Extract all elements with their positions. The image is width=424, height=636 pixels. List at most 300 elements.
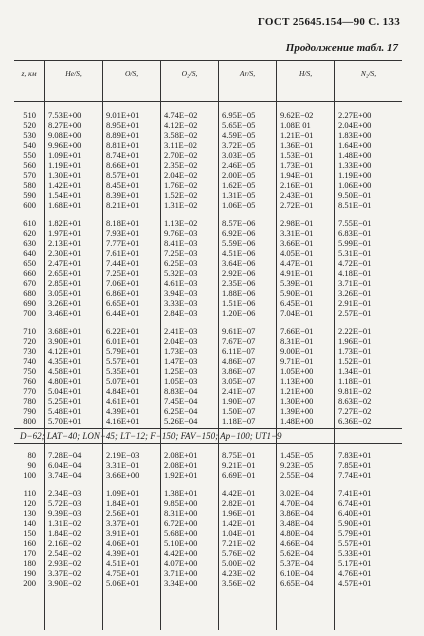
value-cell: 7.06E+01 — [106, 278, 140, 288]
altitude-cell: 640 — [23, 248, 36, 258]
value-cell: 3.33E−03 — [164, 298, 198, 308]
table-row — [14, 248, 402, 258]
value-cell: 1.38E+01 — [164, 488, 198, 498]
table-row — [14, 568, 402, 578]
col-header-ar: Ar/S, — [218, 61, 276, 101]
value-cell: 4.23E−02 — [222, 568, 256, 578]
table-row — [14, 130, 402, 140]
table-row — [14, 190, 402, 200]
value-cell: 2.16E−01 — [280, 180, 314, 190]
value-cell: 5.26E−04 — [164, 416, 198, 426]
value-cell: 9.76E−03 — [164, 228, 198, 238]
value-cell: 1.73E−03 — [164, 346, 198, 356]
value-cell: 2.30E+01 — [48, 248, 82, 258]
value-cell: 1.50E−07 — [222, 406, 256, 416]
value-cell: 8.83E−04 — [164, 386, 198, 396]
value-cell: 8.18E+01 — [106, 218, 140, 228]
value-cell: 8.31E+00 — [164, 508, 198, 518]
value-cell: 9.01E+01 — [106, 110, 140, 120]
table-row — [14, 548, 402, 558]
value-cell: 4.42E+00 — [164, 548, 198, 558]
table-row — [14, 498, 402, 508]
col-header-he: He/S, — [44, 61, 102, 101]
altitude-cell: 660 — [23, 268, 36, 278]
table-header-row — [14, 60, 402, 102]
altitude-cell: 720 — [23, 336, 36, 346]
table-row — [14, 376, 402, 386]
value-cell: 2.04E−03 — [164, 336, 198, 346]
altitude-cell: 750 — [23, 366, 36, 376]
value-cell: 1.51E−06 — [222, 298, 256, 308]
value-cell: 7.77E+01 — [106, 238, 140, 248]
value-cell: 2.72E−01 — [280, 200, 314, 210]
value-cell: 3.31E−01 — [280, 228, 314, 238]
value-cell: 5.17E+01 — [338, 558, 372, 568]
value-cell: 3.72E−05 — [222, 140, 256, 150]
value-cell: 2.43E−01 — [280, 190, 314, 200]
col-header-h: H/S, — [276, 61, 334, 101]
value-cell: 6.11E−07 — [222, 346, 256, 356]
value-cell: 3.91E+01 — [106, 528, 140, 538]
value-cell: 1.31E−02 — [164, 200, 198, 210]
value-cell: 3.71E−01 — [338, 278, 372, 288]
block-spacer — [14, 480, 402, 488]
value-cell: 6.25E−03 — [164, 258, 198, 268]
altitude-cell: 100 — [23, 470, 36, 480]
value-cell: 6.92E−06 — [222, 228, 256, 238]
value-cell: 3.03E−05 — [222, 150, 256, 160]
altitude-cell: 160 — [23, 538, 36, 548]
altitude-cell: 510 — [23, 110, 36, 120]
value-cell: 5.59E−06 — [222, 238, 256, 248]
table-row — [14, 326, 402, 336]
table-row — [14, 150, 402, 160]
value-cell: 5.48E+01 — [48, 406, 82, 416]
value-cell: 3.86E−04 — [280, 508, 314, 518]
altitude-cell: 780 — [23, 396, 36, 406]
value-cell: 3.58E−02 — [164, 130, 198, 140]
value-cell: 7.53E+00 — [48, 110, 82, 120]
value-cell: 2.98E−01 — [280, 218, 314, 228]
value-cell: 7.61E+01 — [106, 248, 140, 258]
altitude-cell: 150 — [23, 528, 36, 538]
value-cell: 3.37E+01 — [106, 518, 140, 528]
block-spacer — [14, 102, 402, 110]
value-cell: 1.52E−01 — [338, 356, 372, 366]
col-header-o: O/S, — [102, 61, 160, 101]
value-cell: 1.47E−03 — [164, 356, 198, 366]
value-cell: 1.21E+00 — [280, 386, 314, 396]
value-cell: 9.96E+00 — [48, 140, 82, 150]
value-cell: 5.79E+01 — [106, 346, 140, 356]
altitude-cell: 710 — [23, 326, 36, 336]
value-cell: 2.55E−04 — [280, 470, 314, 480]
value-cell: 2.35E−02 — [164, 160, 198, 170]
value-cell: 1.09E+01 — [48, 150, 82, 160]
value-cell: 8.57E+01 — [106, 170, 140, 180]
value-cell: 3.37E−02 — [48, 568, 82, 578]
value-cell: 2.35E−06 — [222, 278, 256, 288]
value-cell: 1.06E−05 — [222, 200, 256, 210]
value-cell: 8.81E+01 — [106, 140, 140, 150]
value-cell: 7.41E+01 — [338, 488, 372, 498]
value-cell: 1.52E−02 — [164, 190, 198, 200]
value-cell: 6.10E−04 — [280, 568, 314, 578]
value-cell: 1.92E+01 — [164, 470, 198, 480]
value-cell: 1.36E−01 — [280, 140, 314, 150]
value-cell: 2.93E−02 — [48, 558, 82, 568]
altitude-cell: 760 — [23, 376, 36, 386]
value-cell: 9.08E+00 — [48, 130, 82, 140]
table-row — [14, 450, 402, 460]
value-cell: 2.00E−05 — [222, 170, 256, 180]
value-cell: 4.66E−04 — [280, 538, 314, 548]
value-cell: 8.45E+01 — [106, 180, 140, 190]
value-cell: 5.00E−02 — [222, 558, 256, 568]
value-cell: 1.33E+00 — [338, 160, 372, 170]
altitude-cell: 630 — [23, 238, 36, 248]
table-row — [14, 488, 402, 498]
value-cell: 5.76E−02 — [222, 548, 256, 558]
table-row — [14, 170, 402, 180]
value-cell: 8.66E+01 — [106, 160, 140, 170]
value-cell: 1.05E−03 — [164, 376, 198, 386]
value-cell: 4.76E+01 — [338, 568, 372, 578]
table-continuation-label: Продолжение табл. 17 — [285, 42, 398, 54]
column-divider — [160, 60, 161, 630]
value-cell: 5.10E+00 — [164, 538, 198, 548]
value-cell: 9.81E−02 — [338, 386, 372, 396]
value-cell: 9.00E−01 — [280, 346, 314, 356]
value-cell: 4.86E−07 — [222, 356, 256, 366]
value-cell: 1.68E+01 — [48, 200, 82, 210]
value-cell: 1.42E+01 — [48, 180, 82, 190]
page-header: ГОСТ 25645.154—90 С. 133 — [257, 16, 400, 28]
value-cell: 4.18E−01 — [338, 268, 372, 278]
value-cell: 2.91E−01 — [338, 298, 372, 308]
value-cell: 7.21E−02 — [222, 538, 256, 548]
value-cell: 1.73E−01 — [338, 346, 372, 356]
value-cell: 1.94E−01 — [280, 170, 314, 180]
value-cell: 2.04E+00 — [338, 120, 372, 130]
value-cell: 7.67E−07 — [222, 336, 256, 346]
value-cell: 4.16E+01 — [106, 416, 140, 426]
value-cell: 1.31E−02 — [48, 518, 82, 528]
value-cell: 9.62E−02 — [280, 110, 314, 120]
value-cell: 1.18E−07 — [222, 416, 256, 426]
value-cell: 1.39E+00 — [280, 406, 314, 416]
value-cell: 1.18E−01 — [338, 376, 372, 386]
value-cell: 6.65E−04 — [280, 578, 314, 588]
value-cell: 6.65E+01 — [106, 298, 140, 308]
value-cell: 5.79E+01 — [338, 528, 372, 538]
table-row — [14, 336, 402, 346]
table-row — [14, 558, 402, 568]
value-cell: 3.66E+00 — [106, 470, 140, 480]
value-cell: 6.83E−01 — [338, 228, 372, 238]
value-cell: 7.66E−01 — [280, 326, 314, 336]
value-cell: 1.34E−01 — [338, 366, 372, 376]
value-cell: 1.21E−01 — [280, 130, 314, 140]
value-cell: 3.68E+01 — [48, 326, 82, 336]
value-cell: 5.07E+01 — [106, 376, 140, 386]
value-cell: 4.74E−02 — [164, 110, 198, 120]
value-cell: 1.45E−05 — [280, 450, 314, 460]
table-row — [14, 460, 402, 470]
altitude-cell: 580 — [23, 180, 36, 190]
value-cell: 2.34E−03 — [48, 488, 82, 498]
altitude-cell: 730 — [23, 346, 36, 356]
table-row — [14, 578, 402, 588]
value-cell: 4.61E+01 — [106, 396, 140, 406]
value-cell: 7.27E−02 — [338, 406, 372, 416]
value-cell: 1.76E−02 — [164, 180, 198, 190]
value-cell: 5.06E+01 — [106, 578, 140, 588]
value-cell: 3.56E−02 — [222, 578, 256, 588]
value-cell: 4.72E−01 — [338, 258, 372, 268]
altitude-cell: 800 — [23, 416, 36, 426]
table-row — [14, 346, 402, 356]
table-row — [14, 160, 402, 170]
table-row — [14, 200, 402, 210]
value-cell: 8.74E+01 — [106, 150, 140, 160]
value-cell: 5.62E−04 — [280, 548, 314, 558]
value-cell: 8.27E+00 — [48, 120, 82, 130]
altitude-cell: 110 — [23, 488, 36, 498]
col-header-n2: N₂/S, — [334, 61, 402, 101]
value-cell: 5.90E−01 — [280, 288, 314, 298]
value-cell: 9.23E−05 — [280, 460, 314, 470]
table-row — [14, 268, 402, 278]
value-cell: 9.71E−01 — [280, 356, 314, 366]
value-cell: 5.32E−03 — [164, 268, 198, 278]
value-cell: 6.25E−04 — [164, 406, 198, 416]
table-row — [14, 288, 402, 298]
value-cell: 2.08E+01 — [164, 450, 198, 460]
value-cell: 5.68E+00 — [164, 528, 198, 538]
value-cell: 1.53E−01 — [280, 150, 314, 160]
value-cell: 2.41E−03 — [164, 326, 198, 336]
altitude-cell: 540 — [23, 140, 36, 150]
column-divider — [334, 60, 335, 630]
value-cell: 4.39E+01 — [106, 548, 140, 558]
value-cell: 4.80E+01 — [48, 376, 82, 386]
table-row — [14, 120, 402, 130]
value-cell: 5.37E−04 — [280, 558, 314, 568]
value-cell: 4.70E−04 — [280, 498, 314, 508]
table-row — [14, 180, 402, 190]
altitude-cell: 170 — [23, 548, 36, 558]
value-cell: 1.19E+00 — [338, 170, 372, 180]
value-cell: 3.34E+00 — [164, 578, 198, 588]
value-cell: 8.51E−01 — [338, 200, 372, 210]
value-cell: 8.75E−01 — [222, 450, 256, 460]
value-cell: 3.94E−03 — [164, 288, 198, 298]
altitude-cell: 740 — [23, 356, 36, 366]
value-cell: 8.39E+01 — [106, 190, 140, 200]
value-cell: 4.80E−04 — [280, 528, 314, 538]
table-row — [14, 238, 402, 248]
altitude-cell: 570 — [23, 170, 36, 180]
altitude-cell: 90 — [27, 460, 36, 470]
altitude-cell: 140 — [23, 518, 36, 528]
value-cell: 3.02E−04 — [280, 488, 314, 498]
value-cell: 2.08E+01 — [164, 460, 198, 470]
value-cell: 5.39E−01 — [280, 278, 314, 288]
value-cell: 4.51E+01 — [106, 558, 140, 568]
value-cell: 2.65E+01 — [48, 268, 82, 278]
value-cell: 1.83E+00 — [338, 130, 372, 140]
value-cell: 1.13E−02 — [164, 218, 198, 228]
col-header-o2: O₂/S, — [160, 61, 218, 101]
value-cell: 1.20E−06 — [222, 308, 256, 318]
value-cell: 9.21E−01 — [222, 460, 256, 470]
table-row — [14, 518, 402, 528]
value-cell: 5.31E−01 — [338, 248, 372, 258]
value-cell: 4.75E+01 — [106, 568, 140, 578]
altitude-cell: 120 — [23, 498, 36, 508]
value-cell: 5.57E+01 — [338, 538, 372, 548]
table-row — [14, 386, 402, 396]
value-cell: 1.64E+00 — [338, 140, 372, 150]
value-cell: 2.84E−03 — [164, 308, 198, 318]
table-row — [14, 218, 402, 228]
table-row — [14, 508, 402, 518]
value-cell: 6.74E+01 — [338, 498, 372, 508]
altitude-cell: 190 — [23, 568, 36, 578]
value-cell: 2.92E−06 — [222, 268, 256, 278]
altitude-cell: 550 — [23, 150, 36, 160]
value-cell: 6.45E−01 — [280, 298, 314, 308]
value-cell: 7.93E+01 — [106, 228, 140, 238]
value-cell: 6.22E+01 — [106, 326, 140, 336]
table-row — [14, 298, 402, 308]
column-divider — [218, 60, 219, 630]
value-cell: 4.61E−03 — [164, 278, 198, 288]
value-cell: 1.84E−02 — [48, 528, 82, 538]
value-cell: 4.42E−01 — [222, 488, 256, 498]
value-cell: 1.82E+01 — [48, 218, 82, 228]
value-cell: 8.21E+01 — [106, 200, 140, 210]
value-cell: 5.04E+01 — [48, 386, 82, 396]
table-row — [14, 228, 402, 238]
value-cell: 6.69E−01 — [222, 470, 256, 480]
altitude-cell: 680 — [23, 288, 36, 298]
altitude-cell: 670 — [23, 278, 36, 288]
value-cell: 1.62E−05 — [222, 180, 256, 190]
table-row — [14, 140, 402, 150]
value-cell: 1.30E+01 — [48, 170, 82, 180]
value-cell: 1.90E−07 — [222, 396, 256, 406]
value-cell: 4.58E+01 — [48, 366, 82, 376]
value-cell: 8.57E−06 — [222, 218, 256, 228]
value-cell: 2.27E+00 — [338, 110, 372, 120]
value-cell: 1.84E+01 — [106, 498, 140, 508]
altitude-cell: 180 — [23, 558, 36, 568]
value-cell: 3.46E+01 — [48, 308, 82, 318]
column-divider — [102, 60, 103, 630]
value-cell: 1.54E+01 — [48, 190, 82, 200]
value-cell: 2.54E−02 — [48, 548, 82, 558]
value-cell: 2.56E+01 — [106, 508, 140, 518]
value-cell: 4.39E+01 — [106, 406, 140, 416]
value-cell: 3.48E−04 — [280, 518, 314, 528]
value-cell: 4.06E+01 — [106, 538, 140, 548]
block-spacer — [14, 318, 402, 326]
value-cell: 7.83E+01 — [338, 450, 372, 460]
value-cell: 1.04E−01 — [222, 528, 256, 538]
value-cell: 9.50E−01 — [338, 190, 372, 200]
value-cell: 3.26E−01 — [338, 288, 372, 298]
value-cell: 3.26E+01 — [48, 298, 82, 308]
value-cell: 3.74E−04 — [48, 470, 82, 480]
value-cell: 9.61E−07 — [222, 326, 256, 336]
value-cell: 1.08E 01 — [280, 120, 311, 130]
value-cell: 3.11E−02 — [164, 140, 198, 150]
altitude-cell: 600 — [23, 200, 36, 210]
value-cell: 5.90E+01 — [338, 518, 372, 528]
value-cell: 4.07E+00 — [164, 558, 198, 568]
altitude-cell: 650 — [23, 258, 36, 268]
altitude-cell: 590 — [23, 190, 36, 200]
value-cell: 5.72E−03 — [48, 498, 82, 508]
altitude-cell: 790 — [23, 406, 36, 416]
value-cell: 4.57E+01 — [338, 578, 372, 588]
altitude-cell: 560 — [23, 160, 36, 170]
value-cell: 9.85E+00 — [164, 498, 198, 508]
value-cell: 6.40E+01 — [338, 508, 372, 518]
value-cell: 7.25E+01 — [106, 268, 140, 278]
value-cell: 2.57E−01 — [338, 308, 372, 318]
table-row — [14, 406, 402, 416]
value-cell: 4.59E−05 — [222, 130, 256, 140]
value-cell: 7.85E+01 — [338, 460, 372, 470]
value-cell: 4.05E−01 — [280, 248, 314, 258]
value-cell: 3.90E−02 — [48, 578, 82, 588]
value-cell: 3.05E−07 — [222, 376, 256, 386]
table-row — [14, 416, 402, 426]
value-cell: 4.84E+01 — [106, 386, 140, 396]
value-cell: 5.35E+01 — [106, 366, 140, 376]
value-cell: 4.12E+01 — [48, 346, 82, 356]
data-table — [14, 60, 402, 588]
parameter-line: D−62; LAT−40; LON−45; LT−12; F−150; FAV−150; Ap−100; UT1−9 — [14, 428, 402, 444]
table-row — [14, 538, 402, 548]
value-cell: 7.25E−03 — [164, 248, 198, 258]
value-cell: 1.96E−01 — [222, 508, 256, 518]
column-divider — [276, 60, 277, 630]
table-body — [14, 102, 402, 588]
value-cell: 3.90E+01 — [48, 336, 82, 346]
value-cell: 3.64E−06 — [222, 258, 256, 268]
table-row — [14, 528, 402, 538]
column-divider — [44, 60, 45, 630]
value-cell: 8.89E+01 — [106, 130, 140, 140]
table-row — [14, 396, 402, 406]
altitude-cell: 690 — [23, 298, 36, 308]
table-row — [14, 366, 402, 376]
altitude-cell: 200 — [23, 578, 36, 588]
value-cell: 1.09E+01 — [106, 488, 140, 498]
value-cell: 6.86E+01 — [106, 288, 140, 298]
value-cell: 7.45E−04 — [164, 396, 198, 406]
value-cell: 2.19E−03 — [106, 450, 140, 460]
value-cell: 3.86E−07 — [222, 366, 256, 376]
value-cell: 2.47E+01 — [48, 258, 82, 268]
value-cell: 1.31E−05 — [222, 190, 256, 200]
value-cell: 1.97E+01 — [48, 228, 82, 238]
value-cell: 3.66E−01 — [280, 238, 314, 248]
